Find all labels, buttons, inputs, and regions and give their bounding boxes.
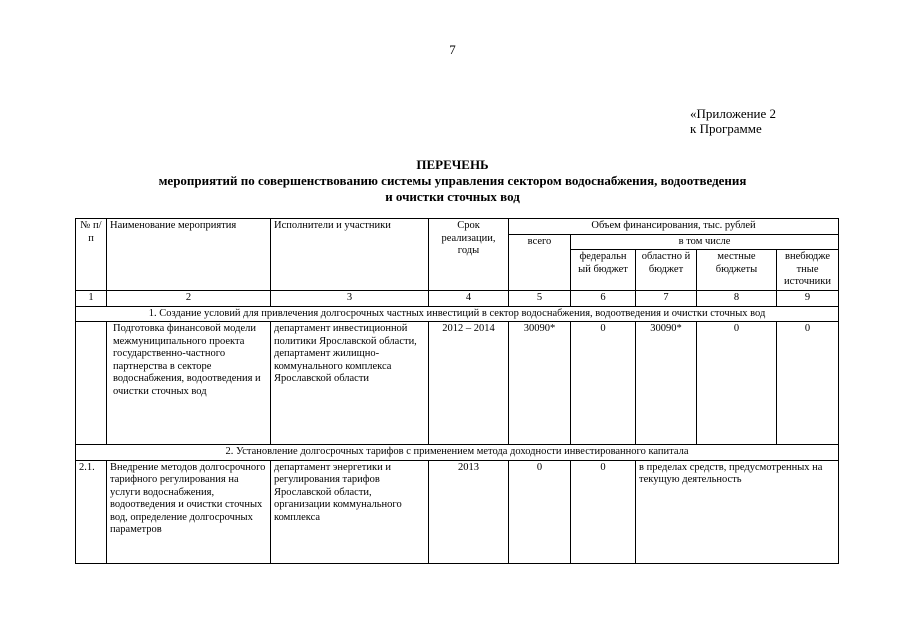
- section-2-title: 2. Установление долгосрочных тарифов с применением метода доходности инвестированного капитала: [76, 445, 839, 461]
- title-line-1: ПЕРЕЧЕНЬ: [416, 157, 489, 172]
- row-1-executors: департамент инвестиционной политики Ярославской области, департамент жилищно-коммунального комплекса Ярославской области: [271, 322, 429, 445]
- row-2-num: 2.1.: [76, 460, 107, 563]
- col-number: 1: [76, 291, 107, 307]
- header-including: в том числе: [571, 234, 839, 250]
- page-number: 7: [449, 42, 456, 57]
- row-1-total: 30090*: [509, 322, 571, 445]
- col-number: 2: [107, 291, 271, 307]
- row-2-federal: 0: [571, 460, 636, 563]
- title-line-2: мероприятий по совершенствованию системы управления сектором водоснабжения, водоотведения: [158, 173, 747, 188]
- header-executors: Исполнители и участники: [271, 219, 429, 291]
- row-1-name: Подготовка финансовой модели межмуниципального проекта государственно-частного партнерства в секторе водоснабжения, водоотведения и очистки сточных вод: [107, 322, 271, 445]
- section-row-1: [76, 306, 839, 322]
- col-number: 9: [777, 291, 839, 307]
- row-2-name: Внедрение методов долгосрочного тарифного регулирования на услуги водоснабжения, водоотведения и очистки сточных вод, определение долгосрочных параметров: [107, 460, 271, 563]
- col-number: 5: [509, 291, 571, 307]
- col-number: 3: [271, 291, 429, 307]
- table-row: [76, 322, 839, 445]
- col-number: 8: [697, 291, 777, 307]
- col-number: 4: [429, 291, 509, 307]
- header-local: местные бюджеты: [697, 250, 777, 291]
- row-2-term: 2013: [429, 460, 509, 563]
- row-1-local: 0: [697, 322, 777, 445]
- row-1-regional: 30090*: [636, 322, 697, 445]
- header-row-1: [76, 219, 839, 235]
- header-total: всего: [509, 234, 571, 291]
- header-regional: областно й бюджет: [636, 250, 697, 291]
- header-term: Срок реализации, годы: [429, 219, 509, 291]
- header-name: Наименование мероприятия: [107, 219, 271, 291]
- header-federal: федеральн ый бюджет: [571, 250, 636, 291]
- column-number-row: [76, 291, 839, 307]
- header-funding: Объем финансирования, тыс. рублей: [509, 219, 839, 235]
- col-number: 6: [571, 291, 636, 307]
- measures-table: [75, 218, 839, 564]
- header-offbudget: внебюдже тные источники: [777, 250, 839, 291]
- header-num: № п/п: [76, 219, 107, 291]
- section-row-2: [76, 445, 839, 461]
- row-1-offbudget: 0: [777, 322, 839, 445]
- row-1-num: [76, 322, 107, 445]
- appendix-note: [690, 106, 776, 136]
- row-1-federal: 0: [571, 322, 636, 445]
- row-2-funding-note: в пределах средств, предусмотренных на текущую деятельность: [636, 460, 839, 563]
- appendix-line-1: «Приложение 2: [690, 106, 777, 121]
- col-number: 7: [636, 291, 697, 307]
- row-2-executors: департамент энергетики и регулирования тарифов Ярославской области, организации коммунального комплекса: [271, 460, 429, 563]
- row-2-total: 0: [509, 460, 571, 563]
- table-row: [76, 460, 839, 563]
- document-title: [60, 157, 845, 205]
- appendix-line-2: к Программе: [690, 121, 762, 136]
- row-1-term: 2012 – 2014: [429, 322, 509, 445]
- section-1-title: 1. Создание условий для привлечения долгосрочных частных инвестиций в сектор водоснабжения, водоотведения и очистки сточных вод: [76, 306, 839, 322]
- title-line-3: и очистки сточных вод: [385, 189, 520, 204]
